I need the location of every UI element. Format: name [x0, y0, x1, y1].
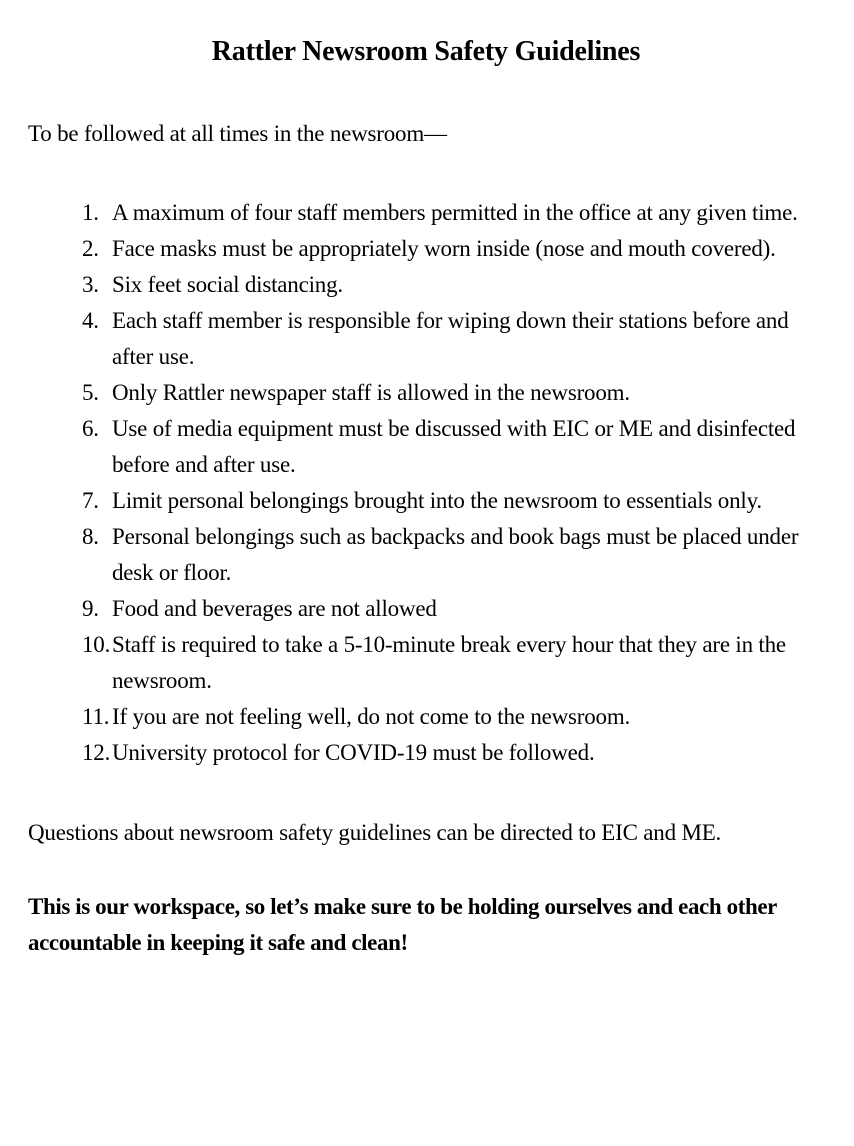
rule-number: 3. [82, 272, 99, 297]
rule-text: Face masks must be appropriately worn inside (nose and mouth covered). [112, 236, 776, 261]
rule-text: Personal belongings such as backpacks and book bags must be placed under desk or floor. [112, 524, 799, 585]
rule-item [28, 735, 824, 771]
rule-text: Use of media equipment must be discussed with EIC or ME and disinfected before and after use. [112, 416, 796, 477]
intro-text: To be followed at all times in the newsroom— [28, 121, 447, 146]
rule-number: 9. [82, 596, 99, 621]
rule-item [28, 411, 824, 483]
rule-text: Six feet social distancing. [112, 272, 343, 297]
rule-number: 1. [82, 200, 99, 225]
rule-number: 5. [82, 380, 99, 405]
rule-item [28, 267, 824, 303]
rule-number: 11. [82, 704, 110, 729]
rule-item [28, 303, 824, 375]
rule-text: University protocol for COVID-19 must be followed. [112, 740, 595, 765]
rule-number: 7. [82, 488, 99, 513]
rule-number: 6. [82, 416, 99, 441]
rule-number: 12. [82, 740, 111, 765]
rule-item [28, 519, 824, 591]
rule-item [28, 483, 824, 519]
rule-text: If you are not feeling well, do not come to the newsroom. [112, 704, 631, 729]
final-note-text: This is our workspace, so let’s make sure to be holding ourselves and each other accountable in keeping it safe and clean! [28, 894, 777, 955]
document-title: Rattler Newsroom Safety Guidelines [211, 36, 641, 67]
rule-item [28, 375, 824, 411]
rule-text: Each staff member is responsible for wiping down their stations before and after use. [112, 308, 789, 369]
rule-number: 8. [82, 524, 99, 549]
rule-item [28, 591, 824, 627]
closing-text: Questions about newsroom safety guidelines can be directed to EIC and ME. [28, 820, 722, 845]
rule-text: Only Rattler newspaper staff is allowed in the newsroom. [112, 380, 630, 405]
rule-text: Food and beverages are not allowed [112, 596, 437, 621]
rule-text: A maximum of four staff members permitted in the office at any given time. [112, 200, 798, 225]
rule-item [28, 231, 824, 267]
rule-item [28, 195, 824, 231]
rule-number: 4. [82, 308, 99, 333]
rule-item [28, 699, 824, 735]
rule-text: Staff is required to take a 5-10-minute break every hour that they are in the newsroom. [112, 632, 786, 693]
rule-text: Limit personal belongings brought into the newsroom to essentials only. [112, 488, 762, 513]
rule-number: 2. [82, 236, 99, 261]
rule-number: 10. [82, 632, 111, 657]
safety-rules-list [28, 195, 824, 771]
rule-item [28, 627, 824, 699]
